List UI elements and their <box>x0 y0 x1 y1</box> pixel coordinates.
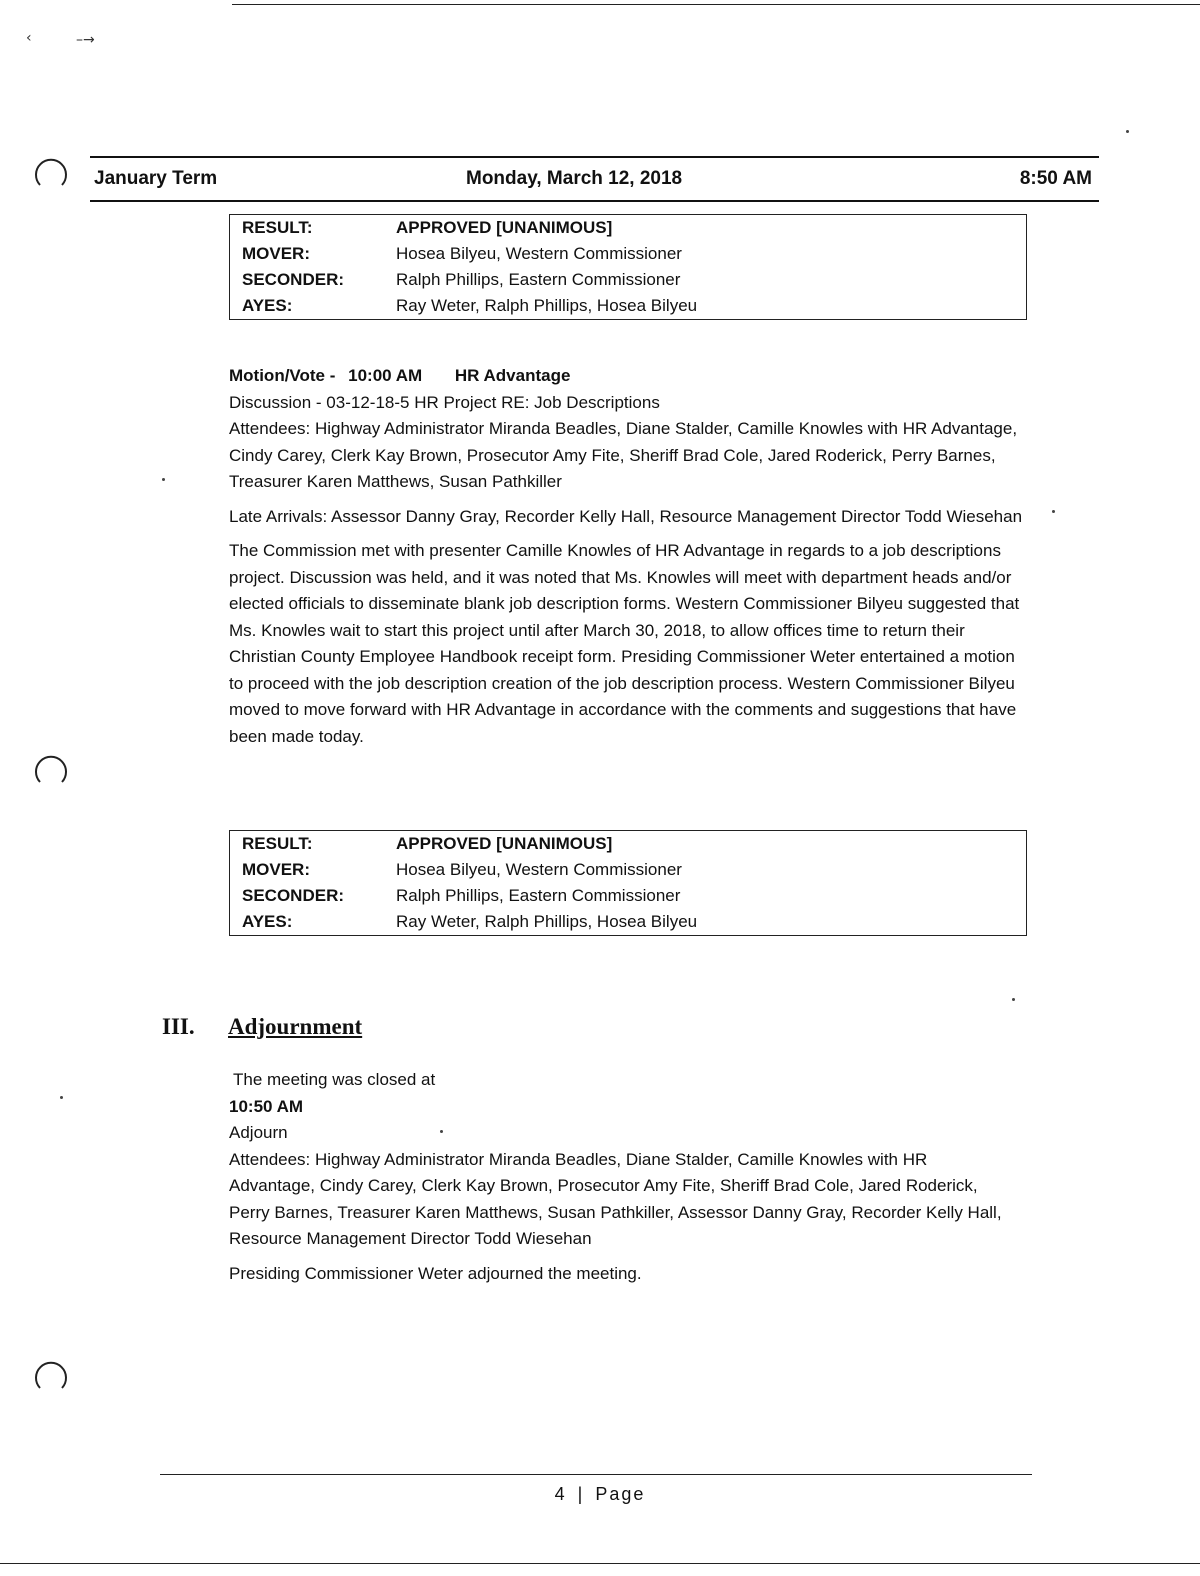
header-bottom-rule <box>90 200 1099 202</box>
vote-value: Hosea Bilyeu, Western Commissioner <box>396 244 682 263</box>
vote-table-1 <box>229 214 1027 320</box>
vote-label: SECONDER: <box>242 270 345 289</box>
motion-title <box>229 363 1029 390</box>
scan-speck <box>1126 130 1129 133</box>
table-row <box>230 909 1027 936</box>
page-header <box>94 168 1092 198</box>
scan-speck <box>162 478 165 481</box>
scan-mark: –→ <box>76 32 95 48</box>
vote-label: AYES: <box>242 912 293 931</box>
scan-top-border <box>232 4 1200 5</box>
section-title: Adjournment <box>228 1014 363 1039</box>
vote-label: MOVER: <box>242 244 310 263</box>
vote-label: RESULT: <box>242 834 313 853</box>
motion-attendees: Attendees: Highway Administrator Miranda Beadles, Diane Stalder, Camille Knowles with HR Advantage, Cindy Carey, Clerk Kay Brown, Prosecutor Amy Fite, Sheriff Brad Cole, Jared Roderick, Perry Barnes, Treasurer Karen Matthews, Susan Pathkiller <box>229 419 1018 491</box>
table-row <box>230 857 1027 883</box>
scan-speck <box>1052 510 1055 513</box>
adjournment-attendees: Attendees: Highway Administrator Miranda Beadles, Diane Stalder, Camille Knowles with HR Advantage, Cindy Carey, Clerk Kay Brown, Prosecutor Amy Fite, Sheriff Brad Cole, Jared Roderick, Perry Barnes, Treasurer Karen Matthews, Susan Pathkiller, Assessor Danny Gray, Recorder Kelly Hall, Resource Management Director Todd Wiesehan <box>229 1149 1002 1248</box>
adjournment-label: Adjourn <box>229 1123 288 1142</box>
motion-time: 10:00 AM <box>348 366 423 385</box>
page-word: Page <box>595 1484 646 1504</box>
vote-value: Ray Weter, Ralph Phillips, Hosea Bilyeu <box>396 912 698 931</box>
scan-mark: ‹ <box>26 30 32 46</box>
table-row <box>230 241 1027 267</box>
motion-late-arrivals: Late Arrivals: Assessor Danny Gray, Recorder Kelly Hall, Resource Management Director Todd Wiesehan <box>229 506 1023 526</box>
vote-label: AYES: <box>242 296 293 315</box>
binder-hole-icon <box>34 1358 68 1396</box>
header-top-rule <box>90 156 1099 158</box>
footer-rule <box>160 1474 1032 1475</box>
vote-value: Ralph Phillips, Eastern Commissioner <box>396 886 681 905</box>
vote-value: APPROVED [UNANIMOUS] <box>396 218 613 237</box>
vote-label: MOVER: <box>242 860 310 879</box>
table-row <box>230 267 1027 293</box>
motion-subject: HR Advantage <box>454 366 571 385</box>
page-number: 4 <box>554 1484 567 1504</box>
scan-speck <box>60 1096 63 1099</box>
section-number: III. <box>162 1014 195 1039</box>
vote-table-2 <box>229 830 1027 936</box>
table-row <box>230 293 1027 320</box>
header-date: Monday, March 12, 2018 <box>466 168 683 189</box>
motion-prefix: Motion/Vote - <box>229 366 336 385</box>
binder-hole-icon <box>34 155 68 193</box>
motion-block <box>229 363 1029 750</box>
vote-label: RESULT: <box>242 218 313 237</box>
binder-hole-icon <box>34 752 68 790</box>
adjournment-closed-text: The meeting was closed at <box>233 1070 436 1089</box>
vote-value: Ray Weter, Ralph Phillips, Hosea Bilyeu <box>396 296 698 315</box>
adjournment-block <box>229 1067 1009 1287</box>
table-row <box>230 831 1027 858</box>
scan-bottom-border <box>0 1563 1200 1564</box>
header-term: January Term <box>94 168 218 189</box>
page-footer <box>0 1484 1200 1505</box>
adjournment-closed-time: 10:50 AM <box>229 1096 304 1116</box>
vote-value: Ralph Phillips, Eastern Commissioner <box>396 270 681 289</box>
header-time: 8:50 AM <box>1019 168 1092 189</box>
vote-value: Hosea Bilyeu, Western Commissioner <box>396 860 682 879</box>
motion-narrative: The Commission met with presenter Camille Knowles of HR Advantage in regards to a job descriptions project. Discussion was held, and it was noted that Ms. Knowles will meet with department heads and/or elected officials to disseminate blank job description forms. Western Commissioner Bilyeu suggested that Ms. Knowles wait to start this project until after March 30, 2018, to allow offices time to return their Christian County Employee Handbook receipt form. Presiding Commissioner Weter entertained a motion to proceed with the job description creation of the job description process. Western Commissioner Bilyeu moved to move forward with HR Advantage in accordance with the comments and suggestions that have been made today. <box>229 541 1020 746</box>
page-separator: | <box>577 1484 585 1504</box>
vote-label: SECONDER: <box>242 886 345 905</box>
adjournment-closing: Presiding Commissioner Weter adjourned the meeting. <box>229 1263 642 1283</box>
table-row <box>230 883 1027 909</box>
table-row <box>230 215 1027 242</box>
motion-discussion: Discussion - 03-12-18-5 HR Project RE: Job Descriptions <box>229 392 660 412</box>
vote-value: APPROVED [UNANIMOUS] <box>396 834 613 853</box>
scan-speck <box>1012 998 1015 1001</box>
